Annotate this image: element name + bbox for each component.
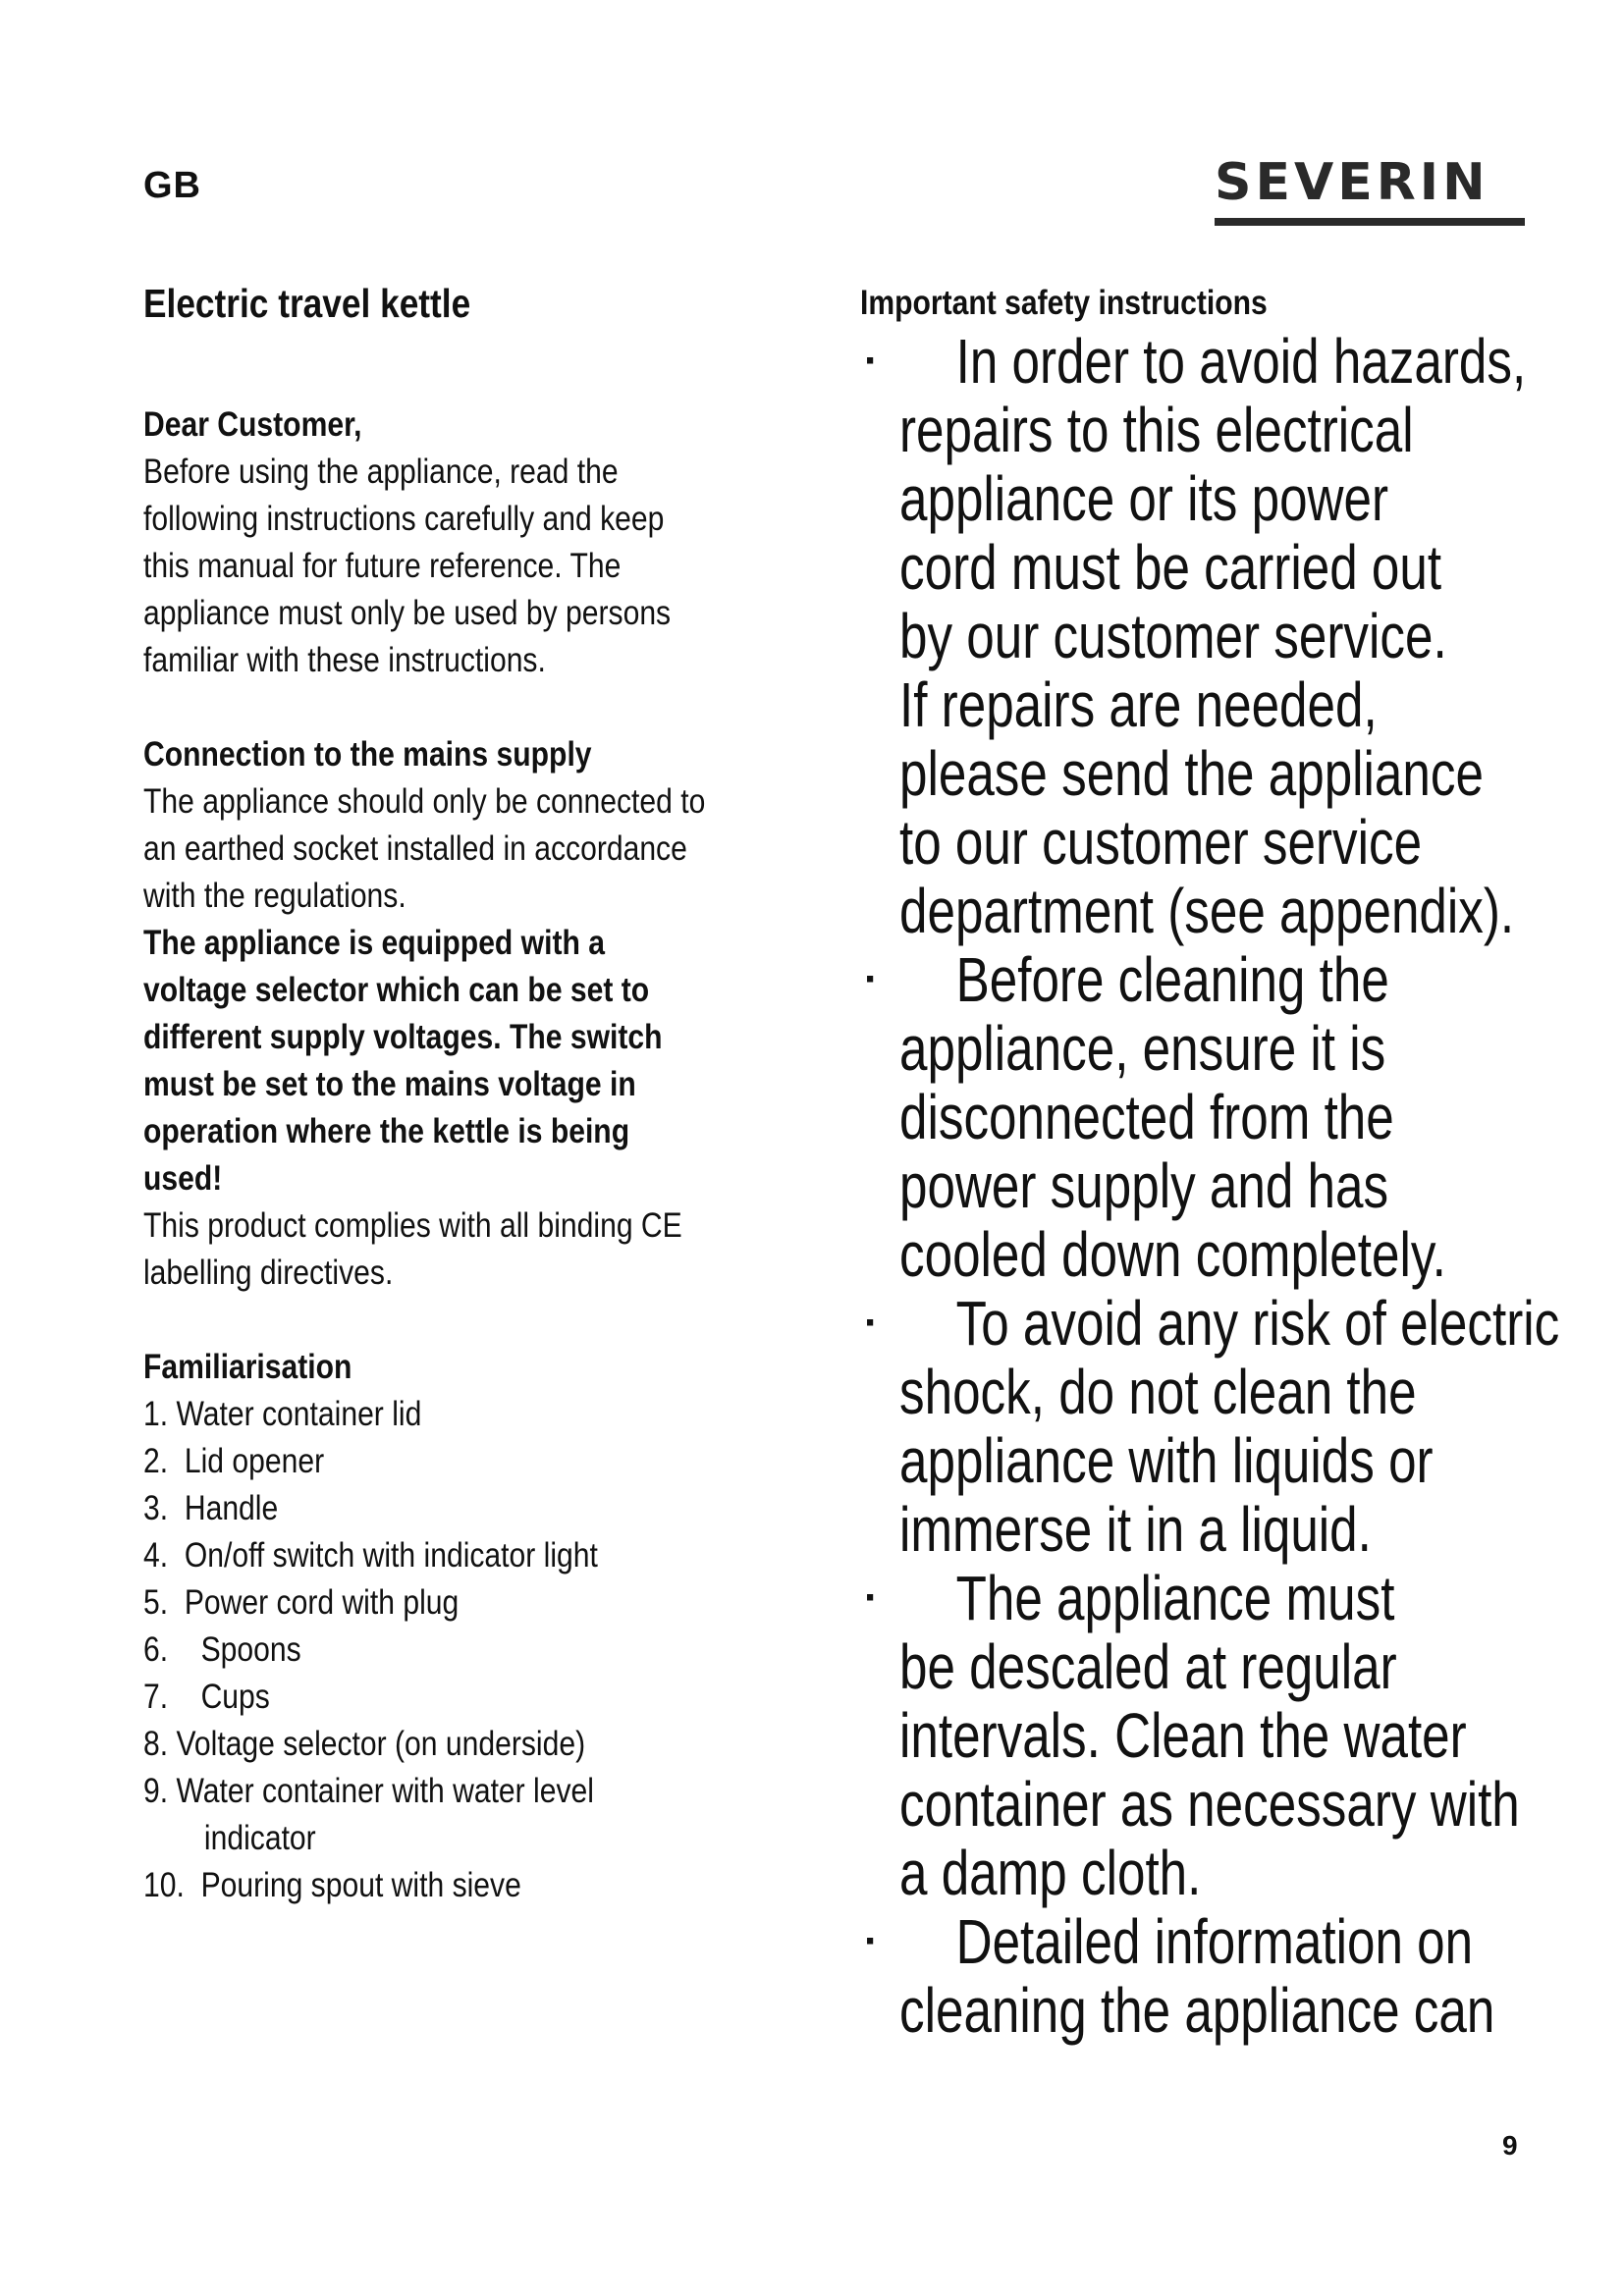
bullet-icon: · xyxy=(864,337,879,385)
connection-heading: Connection to the mains supply xyxy=(143,735,592,774)
text-line: The appliance must xyxy=(955,1563,1395,1633)
text-line: disconnected from the xyxy=(899,1082,1394,1152)
text-line: voltage selector which can be set to xyxy=(143,971,650,1009)
text-line: an earthed socket installed in accordance xyxy=(143,829,687,868)
text-line: The appliance is equipped with a xyxy=(143,924,605,962)
intro-paragraph xyxy=(143,449,811,684)
page-number: 9 xyxy=(1502,2130,1518,2161)
voltage-warning xyxy=(143,920,811,1202)
text-line: intervals. Clean the water xyxy=(899,1700,1467,1771)
text-line: appliance or its power xyxy=(899,463,1389,534)
text-line: cleaning the appliance can xyxy=(899,1975,1495,2046)
text-line: appliance must only be used by persons xyxy=(143,594,672,632)
text-line: must be set to the mains voltage in xyxy=(143,1065,636,1103)
bullet-icon: · xyxy=(864,1917,879,1965)
list-item: 5. Power cord with plug xyxy=(143,1583,460,1622)
text-line: Before using the appliance, read the xyxy=(143,453,619,491)
text-line: cord must be carried out xyxy=(899,532,1442,603)
text-line: by our customer service. xyxy=(899,601,1447,671)
text-line: shock, do not clean the xyxy=(899,1357,1417,1427)
bullet-icon: · xyxy=(864,1299,879,1347)
text-line: repairs to this electrical xyxy=(899,395,1414,465)
list-item: 7. Cups xyxy=(143,1678,270,1716)
text-line: be descaled at regular xyxy=(899,1631,1397,1702)
text-line: department (see appendix). xyxy=(899,876,1515,946)
text-line: following instructions carefully and keep xyxy=(143,500,665,538)
list-item: 9. Water container with water level xyxy=(143,1772,594,1810)
parts-list xyxy=(143,1391,811,1909)
safety-bullet xyxy=(860,1289,1606,1564)
list-item: 1. Water container lid xyxy=(143,1395,422,1433)
text-line: If repairs are needed, xyxy=(899,669,1378,740)
list-item: 3. Handle xyxy=(143,1489,279,1527)
text-line: In order to avoid hazards, xyxy=(955,326,1527,397)
text-line: container as necessary with xyxy=(899,1769,1520,1840)
bullet-icon: · xyxy=(864,955,879,1003)
safety-bullet xyxy=(860,1564,1606,1907)
left-column xyxy=(143,280,811,1909)
greeting: Dear Customer, xyxy=(143,405,362,444)
text-line: Before cleaning the xyxy=(955,944,1389,1015)
language-code: GB xyxy=(143,165,201,206)
text-line: appliance, ensure it is xyxy=(899,1013,1386,1084)
list-item: 10. Pouring spout with sieve xyxy=(143,1866,521,1904)
text-line: cooled down completely. xyxy=(899,1219,1446,1290)
right-column xyxy=(860,280,1606,2045)
list-item: 4. On/off switch with indicator light xyxy=(143,1536,598,1575)
text-line: please send the appliance xyxy=(899,738,1484,809)
safety-bullet xyxy=(860,1907,1606,2045)
list-item: 6. Spoons xyxy=(143,1630,301,1669)
text-line: operation where the kettle is being xyxy=(143,1112,630,1150)
text-line: a damp cloth. xyxy=(899,1838,1202,1908)
text-line: This product complies with all binding CE xyxy=(143,1206,682,1245)
list-item: 2. Lid opener xyxy=(143,1442,325,1480)
text-line: different supply voltages. The switch xyxy=(143,1018,663,1056)
text-line: Detailed information on xyxy=(955,1906,1474,1977)
text-line: power supply and has xyxy=(899,1150,1389,1221)
text-line: appliance with liquids or xyxy=(899,1425,1434,1496)
safety-bullet xyxy=(860,327,1606,945)
text-line: To avoid any risk of electric xyxy=(955,1288,1560,1359)
brand-logo: SEVERIN xyxy=(1215,153,1489,212)
text-line: with the regulations. xyxy=(143,877,406,915)
bullet-icon: · xyxy=(864,1574,879,1622)
text-line: The appliance should only be connected to xyxy=(143,782,706,821)
text-line: used! xyxy=(143,1159,223,1198)
text-line: this manual for future reference. The xyxy=(143,547,622,585)
safety-bullet xyxy=(860,945,1606,1289)
text-line: labelling directives. xyxy=(143,1254,394,1292)
list-item: indicator xyxy=(203,1819,316,1857)
list-item: 8. Voltage selector (on underside) xyxy=(143,1725,586,1763)
text-line: immerse it in a liquid. xyxy=(899,1494,1372,1565)
text-line: familiar with these instructions. xyxy=(143,641,546,679)
ce-paragraph xyxy=(143,1202,811,1297)
document-title: Electric travel kettle xyxy=(143,281,471,326)
connection-paragraph xyxy=(143,778,811,920)
text-line: to our customer service xyxy=(899,807,1423,878)
safety-heading: Important safety instructions xyxy=(860,284,1268,322)
familiarisation-heading: Familiarisation xyxy=(143,1348,352,1386)
brand-logo-underline xyxy=(1215,218,1525,226)
